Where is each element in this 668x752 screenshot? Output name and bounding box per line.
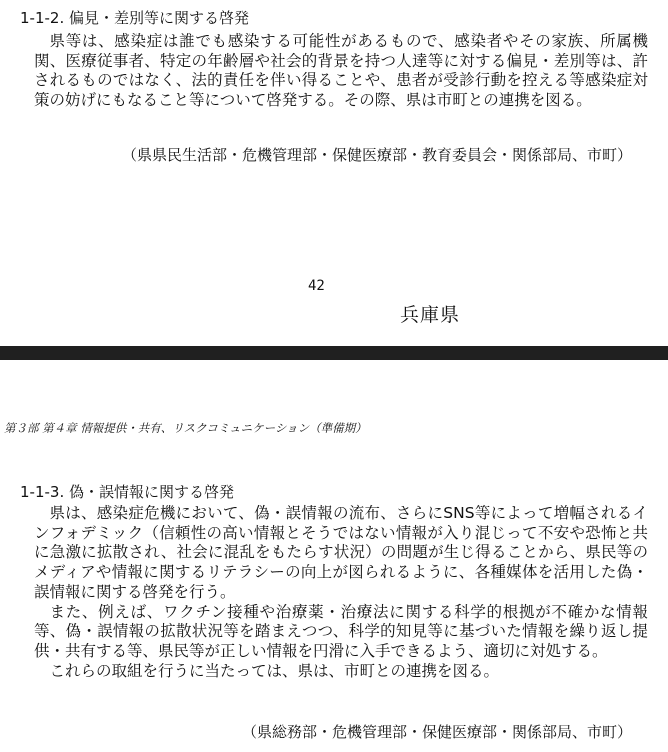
prefecture-name: 兵庫県 [400, 304, 461, 326]
paragraph: これらの取組を行うに当たっては、県は、市町との連携を図る。 [49, 661, 500, 680]
paragraph: 県は、感染症危機において、偽・誤情報の流布、さらにSNS等によって増幅されるインフォデミック（信頼性の高い情報とそうではない情報が入り混じって不安や恐怖と共に急激に拡散され、社会に混乱をもたらす状況）の問題が生じ得ることから、県民等のメディアや情報に関するリテラシーの向上が図られるように、各種媒体を活用した偽・誤情報に関する啓発を行う。 [34, 504, 648, 601]
paragraph: また、例えば、ワクチン接種や治療薬・治療法に関する科学的根拠が不確かな情報等、偽・誤情報の拡散状況等を踏まえつつ、科学的知見等に基づいた情報を繰り返し提供・共有する等、県民等が正しい情報を円滑に入手できるよう、適切に対処する。 [34, 602, 648, 660]
page-divider [0, 346, 668, 360]
chapter-header: 第３部 第４章 情報提供・共有、リスクコミュニケーション（準備期） [4, 421, 367, 435]
responsible-departments: （県総務部・危機管理部・保健医療部・関係部局、市町） [241, 723, 632, 741]
page-number: 42 [308, 278, 325, 294]
section-title-1-1-2: 1-1-2. 偏見・差別等に関する啓発 [20, 9, 249, 27]
section-body-1-1-2 [34, 32, 648, 111]
upper-page [0, 0, 668, 346]
section-title-1-1-3: 1-1-3. 偽・誤情報に関する啓発 [20, 483, 234, 501]
section-body-1-1-3 [34, 504, 648, 681]
paragraph: 県等は、感染症は誰でも感染する可能性があるもので、感染者やその家族、所属機関、医療従事者、特定の年齢層や社会的背景を持つ人達等に対する偏見・差別等は、許されるものではなく、法的責任を伴い得ることや、患者が受診行動を控える等感染症対策の妨げにもなること等について啓発する。その際、県は市町との連携を図る。 [34, 32, 648, 110]
responsible-departments: （県県民生活部・危機管理部・保健医療部・教育委員会・関係部局、市町） [121, 146, 632, 164]
